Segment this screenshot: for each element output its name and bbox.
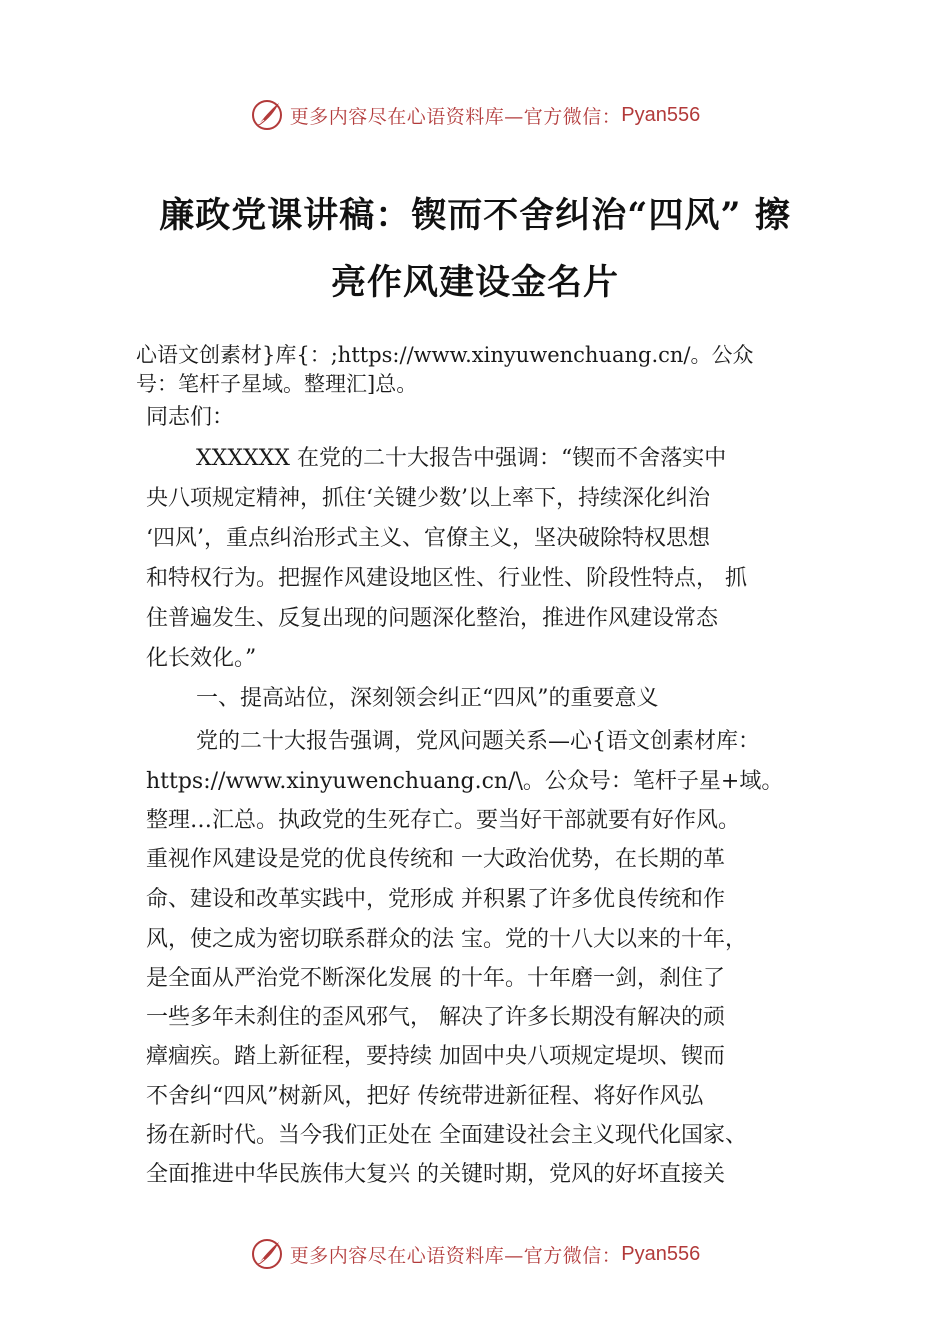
source-line: 心语文创素材}库{：;https://www.xinyuwenchuang.cn/。公众 xyxy=(136,343,754,367)
paragraph-line: 住普遍发生、反复出现的问题深化整治，推进作风建设常态 xyxy=(146,606,719,631)
salutation: 同志们： xyxy=(146,405,235,430)
paragraph-line: 风，使之成为密切联系群众的法 宝。党的十八大以来的十年， xyxy=(146,927,747,952)
paragraph-line: ‘四风’，重点纠治形式主义、官僚主义，坚决破除特权思想 xyxy=(146,526,710,551)
paragraph-line: 重视作风建设是党的优良传统和 一大政治优势，在长期的革 xyxy=(146,847,725,872)
paragraph-line: 和特权行为。把握作风建设地区性、行业性、阶段性特点， 抓 xyxy=(146,566,747,591)
quill-logo-icon xyxy=(250,98,284,132)
banner-wechat-id: Pyan556 xyxy=(621,1242,701,1265)
paragraph-line: 整理…汇总。执政党的生死存亡。要当好干部就要有好作风。 xyxy=(146,808,741,833)
paragraph-line: 命、建设和改革实践中，党形成 并积累了许多优良传统和作 xyxy=(146,887,725,912)
source-line: 号：笔杆子星域。整理汇]总。 xyxy=(136,372,418,396)
paragraph-line: XXXXXX 在党的二十大报告中强调：“锲而不舍落实中 xyxy=(196,446,727,471)
banner-text: 更多内容尽在心语资料库—官方微信： xyxy=(289,1244,622,1267)
paragraph-line: 扬在新时代。当今我们正处在 全面建设社会主义现代化国家、 xyxy=(146,1123,747,1148)
paragraph-line: 党的二十大报告强调，党风问题关系—心{语文创素材库： xyxy=(196,729,760,754)
header-banner xyxy=(0,95,950,135)
banner-text: 更多内容尽在心语资料库—官方微信： xyxy=(289,105,622,128)
paragraph-line: 是全面从严治党不断深化发展 的十年。十年磨一剑，刹住了 xyxy=(146,966,725,991)
paragraph-line: https://www.xinyuwenchuang.cn/\。公众号：笔杆子星+域。 xyxy=(146,769,784,794)
banner-wechat-id: Pyan556 xyxy=(621,103,701,126)
paragraph-line: 不舍纠“四风”树新风，把好 传统带进新征程、将好作风弘 xyxy=(146,1084,704,1109)
document-title-line-1: 廉政党课讲稿：锲而不舍纠治“四风” 擦 xyxy=(159,195,791,236)
paragraph-line: 瘴痼疾。踏上新征程，要持续 加固中央八项规定堤坝、锲而 xyxy=(146,1044,725,1069)
paragraph-line: 化长效化。” xyxy=(146,646,257,671)
paragraph-line: 一些多年未刹住的歪风邪气， 解决了许多长期没有解决的顽 xyxy=(146,1005,725,1030)
section-heading: 一、提高站位，深刻领会纠正“四风”的重要意义 xyxy=(196,686,659,711)
document-title-line-2: 亮作风建设金名片 xyxy=(330,262,619,303)
footer-banner xyxy=(0,1234,950,1274)
paragraph-line: 全面推进中华民族伟大复兴 的关键时期，党风的好坏直接关 xyxy=(146,1162,725,1187)
quill-logo-icon xyxy=(250,1237,284,1271)
paragraph-line: 央八项规定精神，抓住‘关键少数’以上率下，持续深化纠治 xyxy=(146,486,710,511)
